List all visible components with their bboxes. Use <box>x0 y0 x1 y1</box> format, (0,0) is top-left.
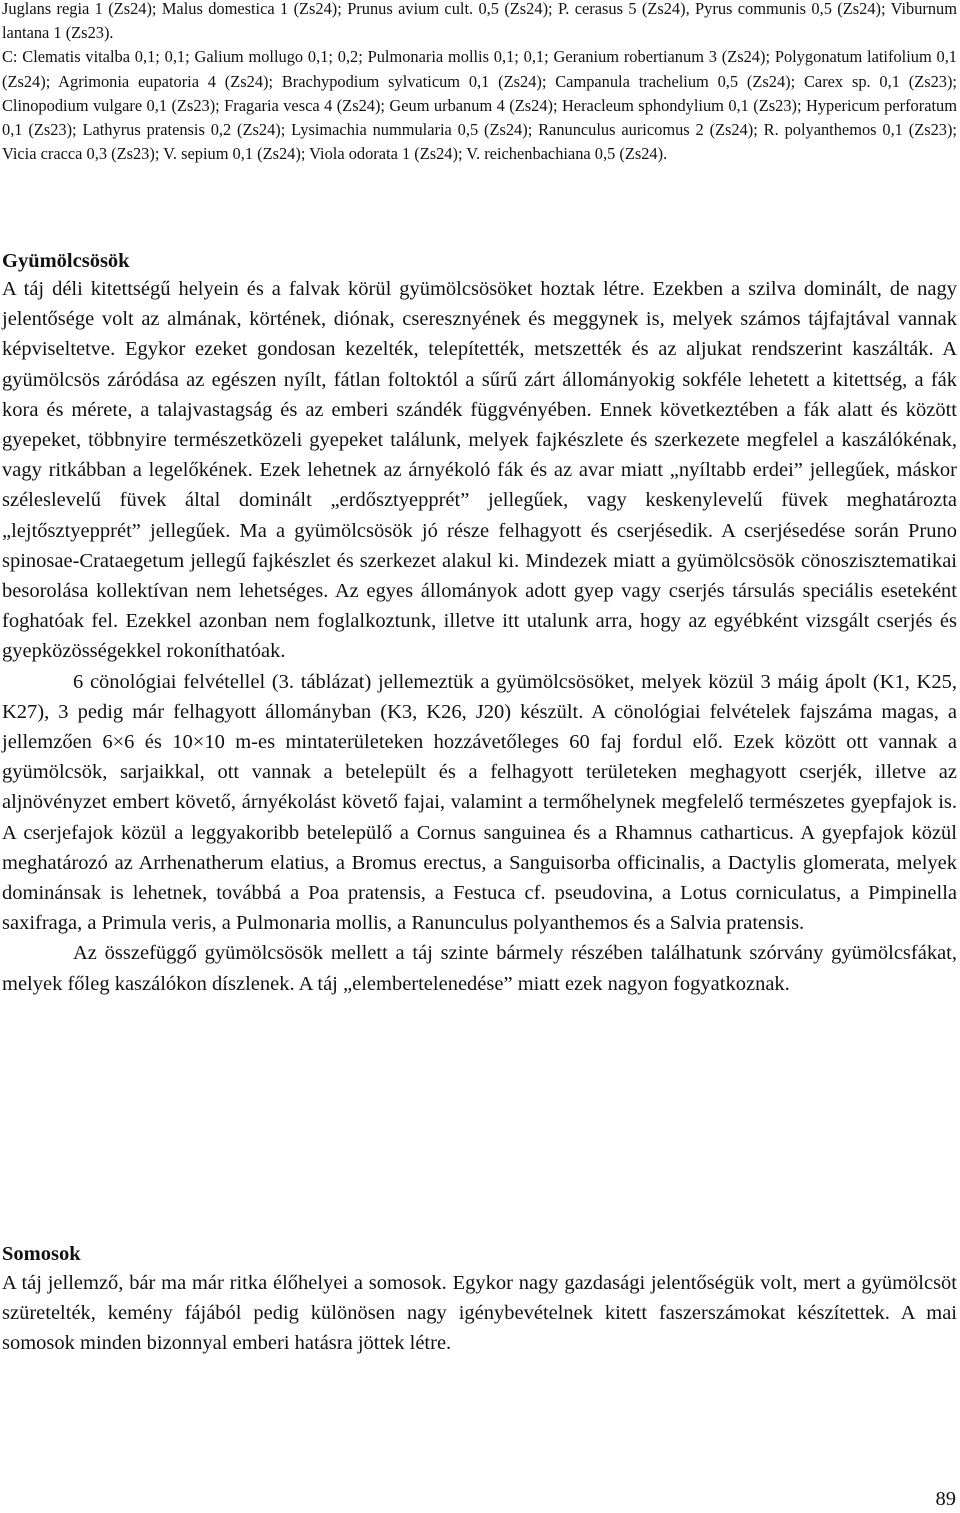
section-body-gyumolcsosok <box>2 274 957 999</box>
section-heading-gyumolcsosok: Gyümölcsösök <box>2 250 130 272</box>
section-heading-somosok: Somosok <box>2 1243 81 1265</box>
species-list-line-2: C: Clematis vitalba 0,1; 0,1; Galium mollugo 0,1; 0,2; Pulmonaria mollis 0,1; 0,1; Geranium robertianum 3 (Zs24); Polygonatum latifolium 0,1 (Zs24); Agrimonia eupatoria 4 (Zs24); Brachypodium sylvaticum 0,1 (Zs24); Campanula trachelium 0,5 (Zs24); Carex sp. 0,1 (Zs23); Clinopodium vulgare 0,1 (Zs23); Fragaria vesca 4 (Zs24); Geum urbanum 4 (Zs24); Heracleum sphondylium 0,1 (Zs23); Hypericum perforatum 0,1 (Zs23); Lathyrus pratensis 0,2 (Zs24); Lysimachia nummularia 0,5 (Zs24); Ranunculus auricomus 2 (Zs24); R. polyanthemos 0,1 (Zs23); Vicia cracca 0,3 (Zs23); V. sepium 0,1 (Zs24); Viola odorata 1 (Zs24); V. reichenbachiana 0,5 (Zs24). <box>2 47 957 164</box>
section-body-somosok <box>2 1268 957 1359</box>
species-list-line-1: Juglans regia 1 (Zs24); Malus domestica 1 (Zs24); Prunus avium cult. 0,5 (Zs24); P. cerasus 5 (Zs24), Pyrus communis 0,5 (Zs24); Viburnum lantana 1 (Zs23). <box>2 0 957 43</box>
species-list <box>2 0 957 166</box>
paragraph: 6 cönológiai felvétellel (3. táblázat) jellemeztük a gyümölcsösöket, melyek közül 3 máig ápolt (K1, K25, K27), 3 pedig már felhagyott állományban (K3, K26, J20) készült. A cönológiai felvételek fajszáma magas, a jellemzően 6×6 és 10×10 m-es mintaterületeken hozzávetőleges 60 faj fordul elő. Ezek között ott vannak a gyümölcsök, sarjaikkal, ott vannak a betelepült és a felhagyott területeken meghagyott cserjék, illetve az aljnövényzet embert követő, árnyékolást követő fajai, valamint a termőhelynek megfelelő természetes gyepfajok is. A cserjefajok közül a leggyakoribb betelepülő a Cornus sanguinea és a Rhamnus catharticus. A gyepfajok közül meghatározó az Arrhenatherum elatius, a Bromus erectus, a Sanguisorba officinalis, a Dactylis glomerata, melyek dominánsak is lehetnek, továbbá a Poa pratensis, a Festuca cf. pseudovina, a Lotus corniculatus, a Pimpinella saxifraga, a Primula veris, a Pulmonaria mollis, a Ranunculus polyanthemos és a Salvia pratensis. <box>2 670 957 935</box>
page-number: 89 <box>935 1488 956 1510</box>
paragraph: Az összefüggő gyümölcsösök mellett a táj szinte bármely részében találhatunk szórvány gyümölcsfákat, melyek főleg kaszálókon díszlenek. A táj „elembertelenedése” miatt ezek nagyon fogyatkoznak. <box>2 942 957 995</box>
paragraph: A táj jellemző, bár ma már ritka élőhelyei a somosok. Egykor nagy gazdasági jelentőségük volt, mert a gyümölcsöt szüretelték, kemény fájából pedig különösen nagy igénybevételnek kitett faszerszámokat készítettek. A mai somosok minden bizonnyal emberi hatásra jöttek létre. <box>2 1272 957 1355</box>
paragraph: A táj déli kitettségű helyein és a falvak körül gyümölcsösöket hoztak létre. Ezekben a szilva dominált, de nagy jelentősége volt az almának, körtének, diónak, cseresznyének és meggynek is, melyek számos tájfajtával vannak képviseltetve. Egykor ezeket gondosan kezelték, telepítették, metszették és az aljukat rendszerint kaszálták. A gyümölcsös záródása az egészen nyílt, fátlan foltoktól a sűrű zárt állományokig sokféle lehetett a kitettség, a fák kora és mérete, a talajvastagság és az emberi szándék függvényében. Ennek következtében a fák alatt és között gyepeket, többnyire természetközeli gyepeket találunk, melyek fajkészlete és szerkezete megfelel a kaszálókénak, vagy ritkábban a legelőkének. Ezek lehetnek az árnyékoló fák és az avar miatt „nyíltabb erdei” jellegűek, máskor széleslevelű füvek által dominált „erdősztyepprét” jellegűek, vagy keskenylevelű füvek meghatározta „lejtősztyepprét” jellegűek. Ma a gyümölcsösök jó része felhagyott és cserjésedik. A cserjésedése során Pruno spinosae-Crataegetum jellegű fajkészlet és szerkezet alakul ki. Mindezek miatt a gyümölcsösök cönoszisztematikai besorolása kollektívan nem lehetséges. Az egyes állományok adott gyep vagy cserjés társulás speciális eseteként foghatóak fel. Ezekkel azonban nem foglalkoztunk, illetve itt utalunk arra, hogy az egyébként vizsgált cserjés és gyepközösségekkel rokoníthatóak. <box>2 278 957 663</box>
